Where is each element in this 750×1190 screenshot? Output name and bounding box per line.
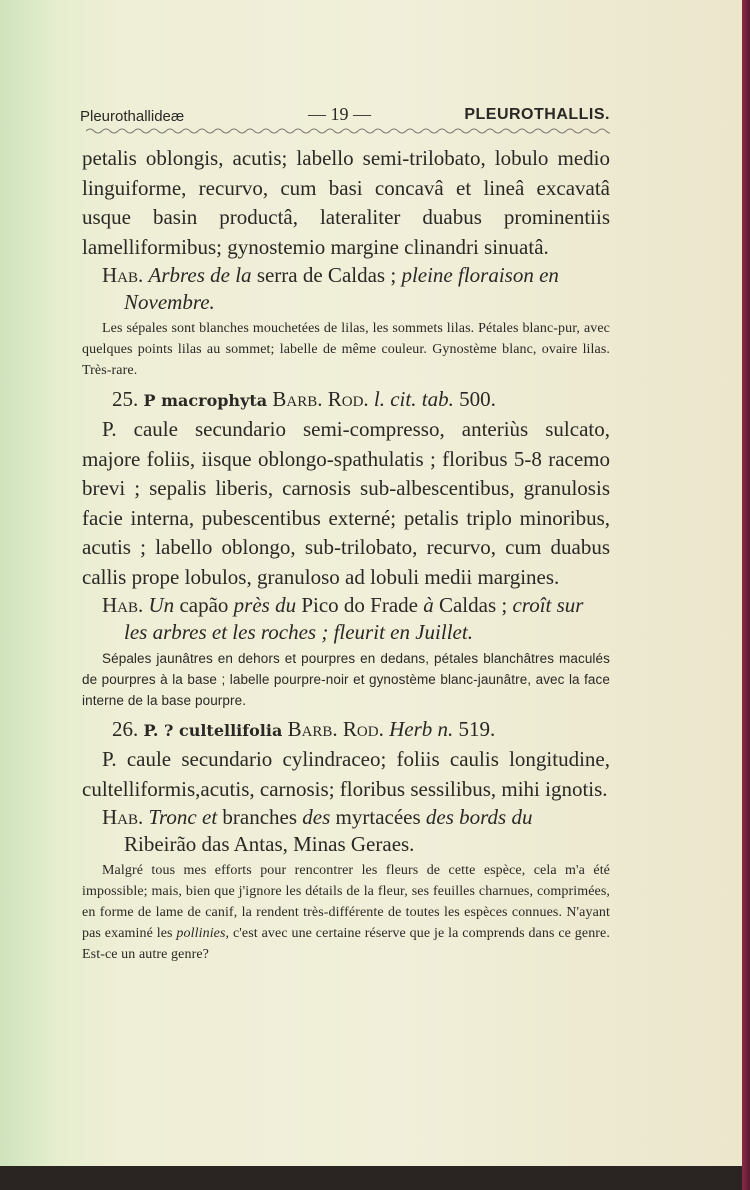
habitat-label: Hab. [102,805,144,829]
french-note [82,860,610,965]
running-header [80,104,610,128]
species-number: 26. [112,717,139,741]
species-reference: l. cit. tab. [373,387,454,411]
latin-description: P. caule secundario semi-compresso, anteriùs sulcato, majore foliis, iisque oblongo-spathulatis ; floribus 5-8 racemo brevi ; sepalis liberis, carnosis sub-albescentibus, granulosis facie interna, pubescentibus externé; petalis triplo minoribus, acutis ; labello oblongo, sub-trilobato, recurvo, cum duabus callis prope lobulos, granuloso ad lobuli medii margines. [82,417,610,589]
habitat-line [82,262,610,316]
french-note: Les sépales sont blanches mouchetées de lilas, les sommets lilas. Pétales blanc-pur, avec quelques points lilas au sommet; labelle de même couleur. Gynostème blanc, ovaire lilas. Très-rare. [82,321,610,378]
page-number: — 19 — [308,104,371,124]
habitat-text: des [302,805,331,829]
species-author: Barb. Rod. [272,387,369,411]
book-spine-edge [742,0,750,1190]
habitat-text: pleine floraison en Novembre. [124,263,559,314]
species-reference: Herb n. [389,717,454,741]
habitat-text: près du [233,593,297,617]
habitat-text: des bords du [425,805,533,829]
habitat-text: Un [148,593,175,617]
latin-description-continued: petalis oblongis, acutis; labello semi-trilobato, lobulo medio linguiforme, recurvo, cum basi concavâ et lineâ excavatâ usque basin productâ, lateraliter duabus prominentiis lamelliformibus; gynostemio margine clinandri sinuatâ. [82,146,610,259]
habitat-line [82,592,610,646]
habitat-line [82,804,610,858]
species-name: P macrophyta [143,391,268,410]
species-reference-number: 519. [458,717,496,741]
habitat-text: Ribeirão das Antas, Minas Geraes. [124,832,415,856]
species-heading [82,715,610,745]
habitat-label: Hab. [102,263,144,287]
species-number: 25. [112,387,139,411]
habitat-text: Arbres de la [148,263,252,287]
habitat-text: à [423,593,434,617]
page-body [82,144,610,967]
french-note-italic: pollinies, [176,926,230,941]
habitat-label: Hab. [102,593,144,617]
habitat-text: capão [174,593,234,617]
habitat-text: serra de Caldas ; [251,263,402,287]
habitat-text: croît sur les arbres et les roches ; fleurit en Juillet. [124,593,584,644]
species-author: Barb. Rod. [287,717,384,741]
french-note-text: c'est avec une certaine réserve que je la comprends dans ce genre. Est-ce un autre genre? [82,926,610,962]
species-name: P. ? cultellifolia [143,721,283,740]
habitat-text: myrtacées [330,805,426,829]
habitat-text: Pico do Frade [296,593,424,617]
header-rule [86,126,610,136]
latin-description: P. caule secundario cylindraceo; foliis caulis longitudine, cultelliformis,acutis, carnosis; floribus sessilibus, mihi ignotis. [82,747,610,801]
species-heading [82,385,610,415]
french-note-text: Malgré tous mes efforts pour rencontrer les fleurs de cette espèce, cela m'a été impossible; mais, bien que j'ignore les détails de la fleur, ses feuilles charnues, comprimées, en forme de lame de canif, la rendent très-différente de toutes les espèces connues. N'ayant pas examiné les [82,863,610,941]
header-genus-title: PLEUROTHALLIS. [464,106,610,123]
habitat-text: Tronc et [148,805,218,829]
habitat-text: Caldas ; [433,593,513,617]
french-note: Sépales jaunâtres en dehors et pourpres en dedans, pétales blanchâtres maculés de pourpres à la base ; labelle pourpre-noir et gynostème blanc-jaunâtre, avec la face interne de la base pourpre. [82,651,610,708]
header-section-title: Pleurothallideæ [80,108,185,125]
species-reference-number: 500. [459,387,496,411]
habitat-text: branches [217,805,303,829]
